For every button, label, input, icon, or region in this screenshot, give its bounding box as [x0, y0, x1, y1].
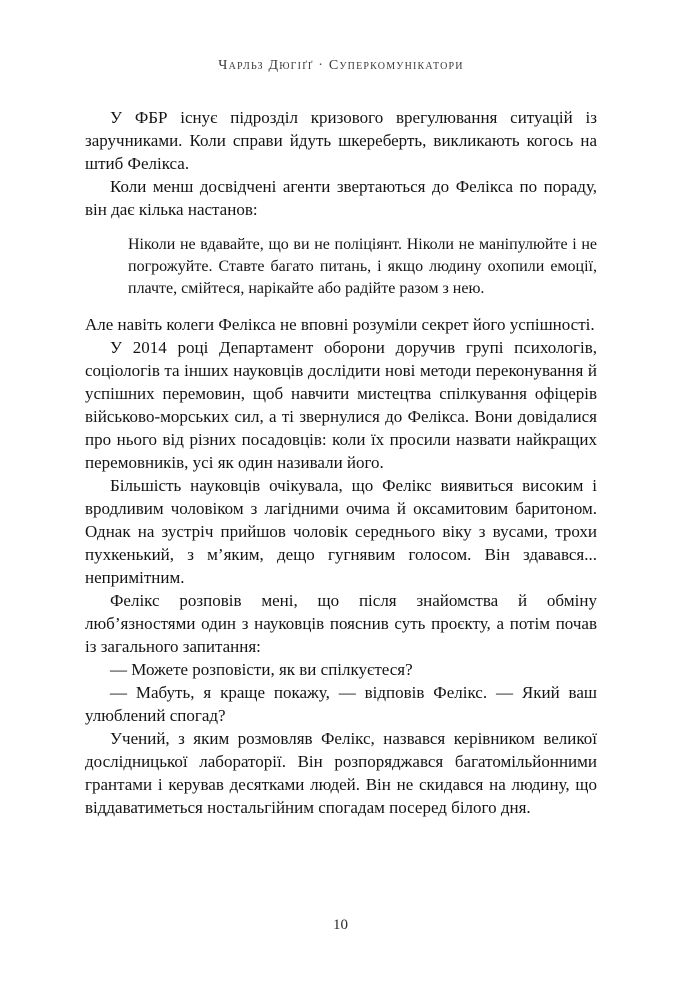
- body-paragraph: У 2014 році Департамент оборони доручив групі психологів, соціологів та інших науковців дослідити нові методи переконування й успішних перемовин, щоб навчити мистецтва спілкування офіцерів військово-морських сил, а ті звернулися до Фелікса. Вони довідалися про нього від різних посадовців: коли їх просили назвати найкращих перемовників, усі як один називали його.: [85, 338, 597, 472]
- body-paragraph: Учений, з яким розмовляв Фелікс, назвався керівником великої дослідницької лабораторії. Він розпоряджався багатомільйонними грантами і керував десятками людей. Він не скидався на людину, що віддаватиметься ностальгійним спогадам посеред білого дня.: [85, 729, 597, 817]
- running-header: Чарльз Дюгіґґ · Суперкомунікатори: [218, 58, 464, 73]
- page-number: 10: [333, 917, 348, 933]
- body-paragraph: Фелікс розповів мені, що після знайомства й обміну люб’язностями один з науковців пояснив суть проєкту, а потім почав із загального запитання:: [85, 591, 597, 656]
- body-paragraph: Але навіть колеги Фелікса не вповні розуміли секрет його успішності.: [85, 315, 595, 334]
- dialogue-line: — Мабуть, я краще покажу, — відповів Фелікс. — Який ваш улюблений спогад?: [85, 683, 597, 725]
- body-paragraph: Більшість науковців очікувала, що Фелікс виявиться високим і вродливим чоловіком з лагідними очима й оксамитовим баритоном. Однак на зустріч прийшов чоловік середнього віку з вусами, трохи пухкенький, з м’яким, дещо гугнявим голосом. Він здавався... непримітним.: [85, 476, 597, 587]
- block-quote: Ніколи не вдавайте, що ви не поліціянт. Ніколи не маніпулюйте і не погрожуйте. Ставте багато питань, і якщо людину охопили емоції, плачте, смійтеся, нарікайте або радійте разом з нею.: [128, 236, 597, 297]
- body-paragraph: У ФБР існує підрозділ кризового врегулювання ситуацій із заручниками. Коли справи йдуть шкереберть, викликають когось на штиб Фелікса.: [85, 108, 597, 173]
- dialogue-line: — Можете розповісти, як ви спілкуєтеся?: [110, 660, 413, 679]
- page-body: [85, 106, 597, 819]
- body-paragraph: Коли менш досвідчені агенти звертаються до Фелікса по пораду, він дає кілька настанов:: [85, 177, 597, 219]
